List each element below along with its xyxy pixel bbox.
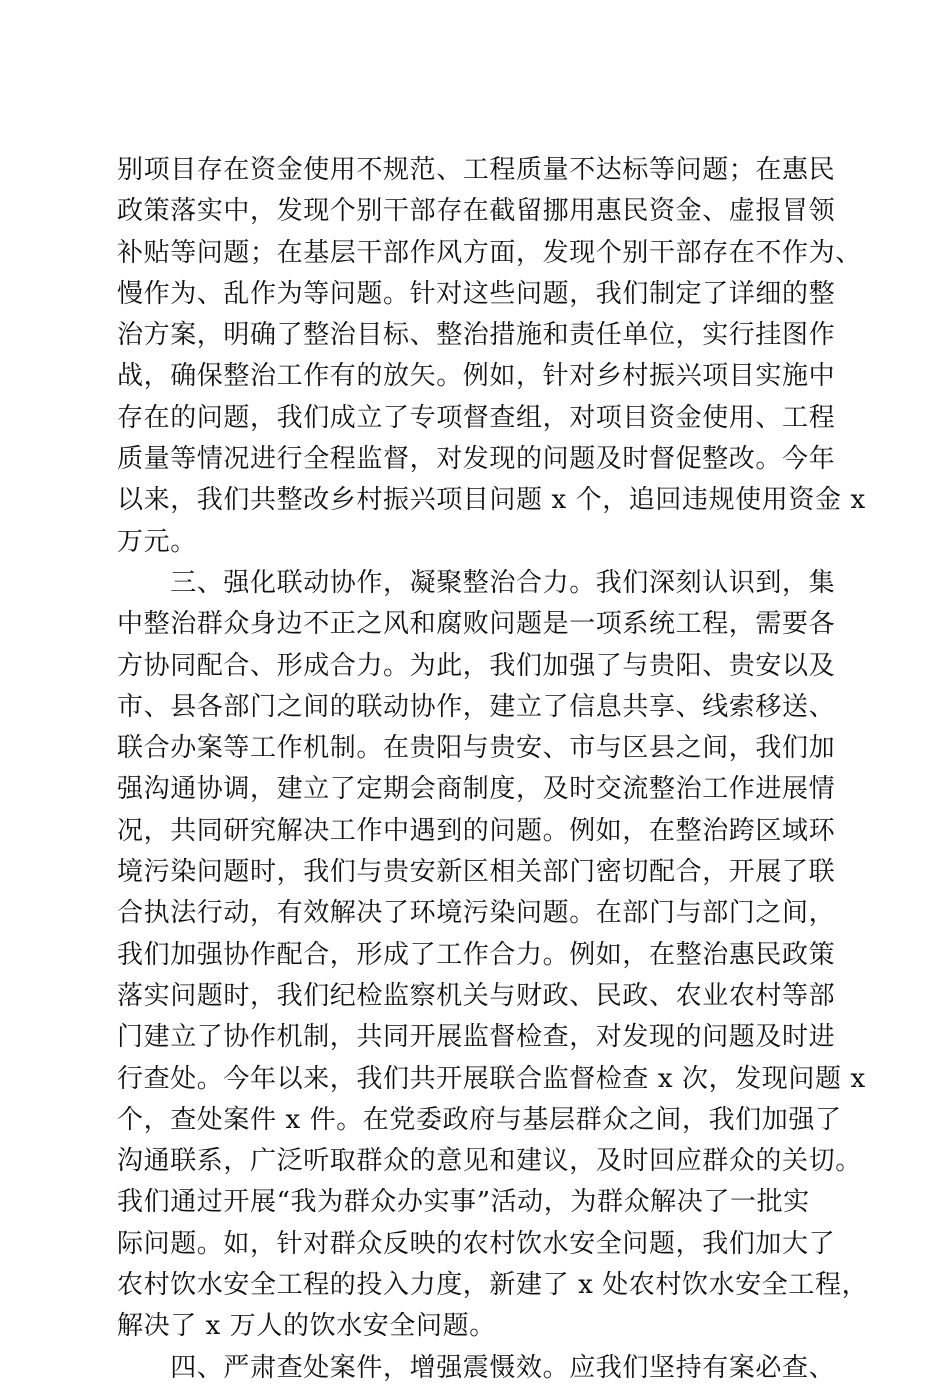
text-line: 我们加强协作配合，形成了工作合力。例如，在整治惠民政策 [117, 939, 836, 970]
text-line: 农村饮水安全工程的投入力度，新建了 x 处农村饮水安全工程， [117, 1270, 869, 1301]
text-line: 境污染问题时，我们与贵安新区相关部门密切配合，开展了联 [117, 857, 836, 888]
section-heading-line: 四、严肃查处案件，增强震慑效。应我们坚持有案必查、 [117, 1352, 836, 1383]
text-line: 慢作为、乱作为等问题。针对这些问题，我们制定了详细的整 [117, 278, 836, 309]
text-line: 合执法行动，有效解决了环境污染问题。在部门与部门之间， [117, 898, 836, 929]
text-line: 存在的问题，我们成立了专项督查组，对项目资金使用、工程 [117, 402, 836, 433]
text-line: 解决了 x 万人的饮水安全问题。 [117, 1311, 496, 1342]
text-line: 联合办案等工作机制。在贵阳与贵安、市与区县之间，我们加 [117, 733, 836, 764]
text-line: 行查处。今年以来，我们共开展联合监督检查 x 次，发现问题 x [117, 1063, 866, 1094]
text-line: 政策落实中，发现个别干部存在截留挪用惠民资金、虚报冒领 [117, 196, 836, 227]
text-line: 以来，我们共整改乡村振兴项目问题 x 个，追回违规使用资金 x [117, 485, 866, 516]
text-line: 别项目存在资金使用不规范、工程质量不达标等问题；在惠民 [117, 155, 836, 185]
text-line: 沟通联系，广泛听取群众的意见和建议，及时回应群众的关切。 [117, 1146, 862, 1177]
text-line: 况，共同研究解决工作中遇到的问题。例如，在整治跨区域环 [117, 815, 836, 846]
text-line: 方协同配合、形成合力。为此，我们加强了与贵阳、贵安以及 [117, 650, 836, 681]
text-line: 治方案，明确了整治目标、整治措施和责任单位，实行挂图作 [117, 320, 836, 351]
body-text [117, 150, 869, 1389]
section-heading-line: 三、强化联动协作，凝聚整治合力。我们深刻认识到，集 [117, 567, 836, 598]
text-line: 中整治群众身边不正之风和腐败问题是一项系统工程，需要各 [117, 609, 836, 640]
text-line: 强沟通协调，建立了定期会商制度，及时交流整治工作进展情 [117, 774, 836, 805]
text-line: 万元。 [117, 526, 197, 557]
text-line: 质量等情况进行全程监督，对发现的问题及时督促整改。今年 [117, 444, 836, 475]
text-line: 战，确保整治工作有的放矢。例如，针对乡村振兴项目实施中 [117, 361, 836, 392]
text-line: 我们通过开展“我为群众办实事”活动，为群众解决了一批实 [117, 1187, 810, 1218]
text-line: 际问题。如，针对群众反映的农村饮水安全问题，我们加大了 [117, 1228, 836, 1259]
text-line: 市、县各部门之间的联动协作，建立了信息共享、线索移送、 [117, 691, 836, 722]
text-line: 个，查处案件 x 件。在党委政府与基层群众之间，我们加强了 [117, 1104, 842, 1135]
text-line: 落实问题时，我们纪检监察机关与财政、民政、农业农村等部 [117, 980, 836, 1011]
text-line: 门建立了协作机制，共同开展监督检查，对发现的问题及时进 [117, 1022, 836, 1053]
text-line: 补贴等问题；在基层干部作风方面，发现个别干部存在不作为、 [117, 237, 862, 268]
